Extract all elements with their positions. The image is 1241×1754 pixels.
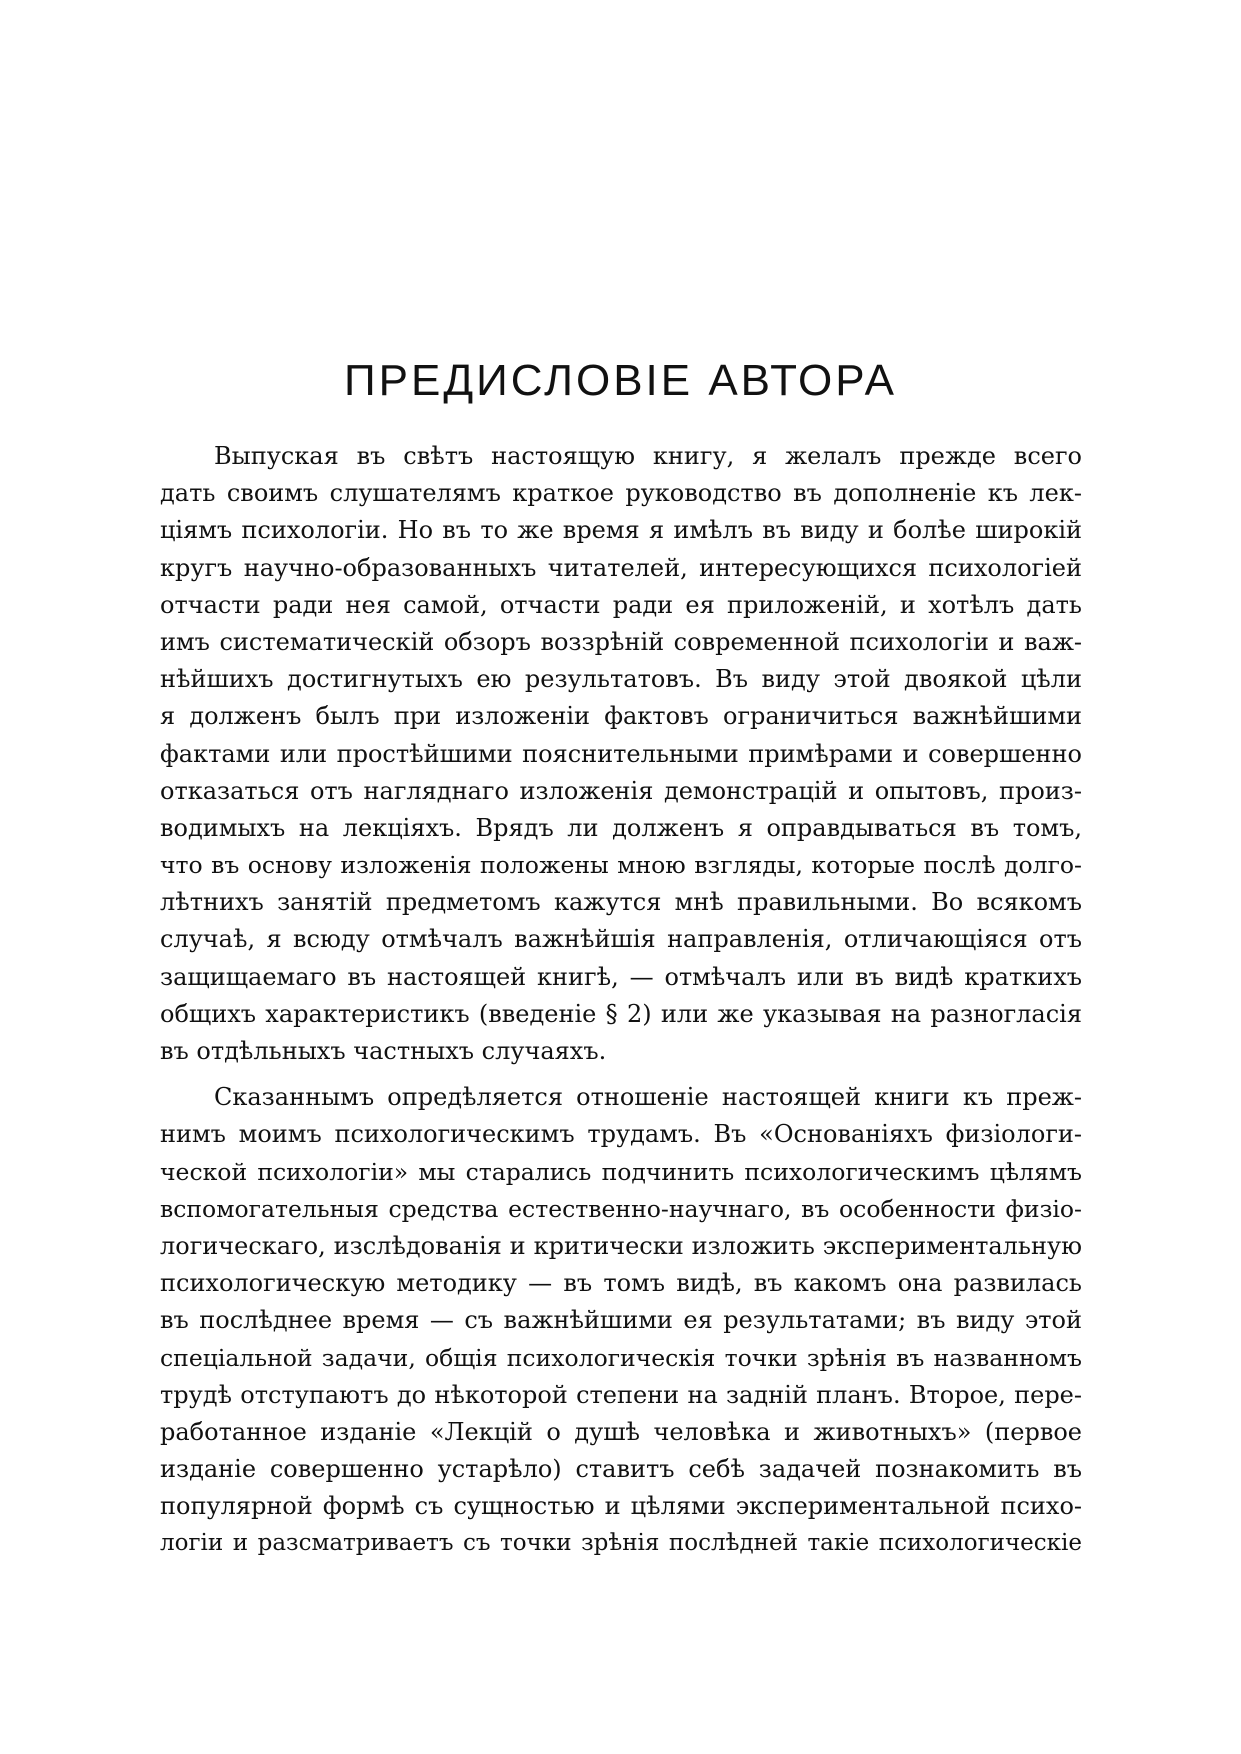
text-line: водимыхъ на лекціяхъ. Врядъ ли долженъ я оправдываться въ томъ, bbox=[160, 813, 1082, 842]
text-line: общихъ характеристикъ (введеніе § 2) или же указывая на разногласія bbox=[160, 999, 1082, 1028]
text-line: логическаго, изслѣдованія и критически изложить экспериментальную bbox=[160, 1231, 1082, 1260]
text-line: фактами или простѣйшими пояснительными примѣрами и совершенно bbox=[160, 739, 1082, 768]
paragraph-2 bbox=[160, 1079, 1082, 1562]
page-title: ПРЕДИСЛОВІЕ АВТОРА bbox=[344, 356, 897, 405]
text-line: что въ основу изложенія положены мною взгляды, которые послѣ долго- bbox=[160, 851, 1082, 880]
text-line: въ отдѣльныхъ частныхъ случаяхъ. bbox=[160, 1037, 607, 1065]
paragraph-1 bbox=[160, 438, 1082, 1070]
text-line: кругъ научно-образованныхъ читателей, интересующихся психологіей bbox=[160, 553, 1082, 582]
text-line: популярной формѣ съ сущностью и цѣлями экспериментальной психо- bbox=[160, 1492, 1082, 1521]
text-line: вспомогательныя средства естественно-научнаго, въ особенности физіо- bbox=[160, 1194, 1082, 1223]
text-line: отчасти ради нея самой, отчасти ради ея приложеній, и хотѣлъ дать bbox=[160, 590, 1082, 619]
text-line: нѣйшихъ достигнутыхъ ею результатовъ. Въ виду этой двоякой цѣли bbox=[160, 665, 1082, 694]
text-line: логіи и разсматриваетъ съ точки зрѣнія послѣдней такіе психологическіе bbox=[160, 1530, 1082, 1557]
text-line: дать своимъ слушателямъ краткое руководство въ дополненіе къ лек- bbox=[160, 479, 1082, 508]
paragraph-gap bbox=[160, 1070, 1082, 1079]
text-line: я долженъ былъ при изложеніи фактовъ ограничиться важнѣйшими bbox=[160, 702, 1082, 731]
text-line: защищаемаго въ настоящей книгѣ, — отмѣчалъ или въ видѣ краткихъ bbox=[160, 962, 1082, 991]
text-line: психологическую методику — въ томъ видѣ, въ какомъ она развилась bbox=[160, 1269, 1082, 1298]
text-line: случаѣ, я всюду отмѣчалъ важнѣйшія направленія, отличающіяся отъ bbox=[160, 925, 1082, 954]
text-line: трудѣ отступаютъ до нѣкоторой степени на задній планъ. Второе, пере- bbox=[160, 1380, 1082, 1409]
text-line: отказаться отъ нагляднаго изложенія демонстрацій и опытовъ, произ- bbox=[160, 776, 1082, 805]
text-line: лѣтнихъ занятій предметомъ кажутся мнѣ правильными. Во всякомъ bbox=[160, 888, 1082, 917]
text-line: ческой психологіи» мы старались подчинить психологическимъ цѣлямъ bbox=[160, 1157, 1082, 1186]
text-line: Выпуская въ свѣтъ настоящую книгу, я желалъ прежде всего bbox=[214, 442, 1082, 470]
text-line: нимъ моимъ психологическимъ трудамъ. Въ «Основаніяхъ физіологи- bbox=[160, 1120, 1082, 1149]
text-line: имъ систематическій обзоръ воззрѣній современной психологіи и важ- bbox=[160, 627, 1082, 656]
text-line: въ послѣднее время — съ важнѣйшими ея результатами; въ виду этой bbox=[160, 1306, 1082, 1335]
text-line: работанное изданіе «Лекцій о душѣ человѣка и животныхъ» (первое bbox=[160, 1417, 1082, 1446]
text-line: Сказаннымъ опредѣляется отношеніе настоящей книги къ преж- bbox=[214, 1083, 1082, 1112]
text-line: изданіе совершенно устарѣло) ставитъ себѣ задачей познакомить въ bbox=[160, 1455, 1082, 1484]
text-line: ціямъ психологіи. Но въ то же время я имѣлъ въ виду и болѣе широкій bbox=[160, 516, 1082, 545]
body-text bbox=[160, 438, 1082, 1563]
text-line: спеціальной задачи, общія психологическія точки зрѣнія въ названномъ bbox=[160, 1343, 1082, 1372]
